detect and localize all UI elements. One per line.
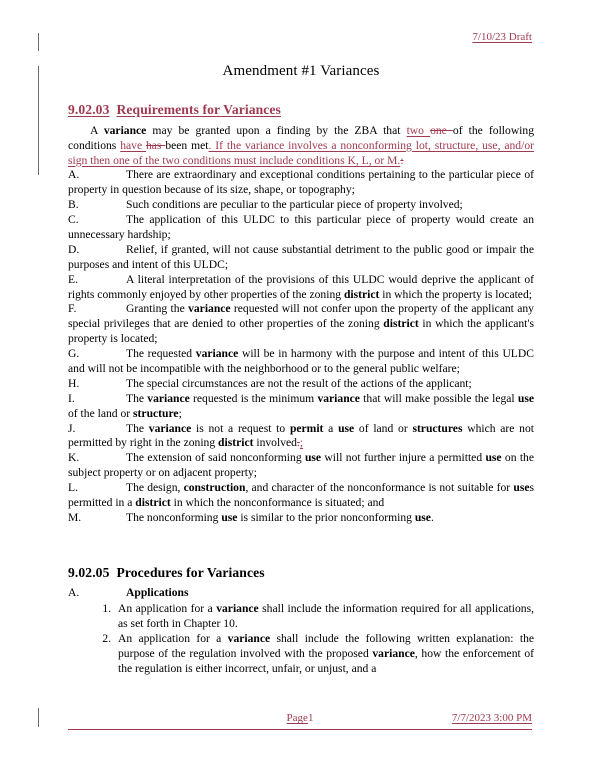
text-run: in which the nonconformance is situated; and — [170, 495, 385, 509]
change-bar-footer — [38, 708, 39, 727]
text-run: of the land or — [68, 406, 134, 420]
subsection-label: Applications — [126, 586, 189, 600]
text-run: is not a request to — [191, 421, 290, 435]
requirement-item — [68, 168, 534, 198]
text-run: Relief, if granted, will not cause substantial detriment to the public good or impair the purposes and intent of this ULDC; — [68, 242, 534, 271]
text-run: , and character of the nonconformance is not suitable for — [245, 481, 514, 495]
draft-date-label: 7/10/23 Draft — [472, 31, 532, 43]
requirement-letter: A. — [68, 168, 80, 182]
text-run: will be in harmony with the purpose and intent of this ULDC and will not be incompatible with the neighborhood or to the general public welfare; — [68, 347, 534, 375]
text-run: that will make possible the legal — [359, 391, 518, 405]
section-heading-text: Procedures for Variances — [116, 564, 265, 580]
requirement-text — [68, 243, 534, 271]
requirement-text — [126, 511, 434, 524]
text-run: of the following conditions — [68, 123, 535, 152]
document-title: Amendment #1 Variances — [222, 63, 380, 79]
defined-term: use — [221, 510, 238, 524]
requirement-item — [68, 213, 534, 243]
section-number: 9.02.03 — [68, 102, 110, 118]
requirement-item — [68, 273, 534, 303]
text-run: which are not permitted by right in the zoning — [68, 421, 534, 450]
requirement-item — [68, 347, 534, 377]
text-run: requested will not confer upon the property of the applicant any special privileges that are denied to other properties of the zoning — [68, 302, 534, 331]
deleted-text: . — [296, 436, 300, 450]
inserted-text: ; — [299, 436, 304, 450]
subsection-applications — [68, 586, 534, 601]
defined-term: structures — [412, 421, 463, 435]
defined-term: variance — [103, 123, 147, 137]
text-run: A literal interpretation of the provisions of this ULDC would deprive the applicant of rights commonly enjoyed by other properties of the zoning — [68, 272, 534, 301]
defined-term: variance — [195, 347, 239, 361]
requirement-letter: B. — [68, 198, 79, 212]
defined-term: structure — [133, 406, 179, 420]
defined-term: district — [135, 495, 171, 509]
requirement-item — [68, 198, 534, 213]
section-heading-text: Requirements for Variances — [116, 102, 281, 118]
section-spacer — [68, 526, 534, 564]
requirement-letter: E. — [68, 272, 78, 286]
text-run: There are extraordinary and exceptional conditions pertaining to the particular piece of property in question because of its size, shape, or topography; — [68, 168, 534, 197]
change-bar-header — [38, 33, 39, 51]
requirement-text — [68, 392, 534, 420]
text-run: shall include the information required for all applications, as set forth in Chapter 10. — [118, 602, 534, 630]
requirement-letter: L. — [68, 481, 78, 495]
text-run: , how the enforcement of the regulation is either incorrect, unfair, or unjust, and a — [118, 646, 534, 675]
requirement-item — [68, 302, 534, 347]
requirement-item — [68, 481, 534, 511]
text-run: An application for a — [118, 631, 228, 645]
defined-term: use — [513, 481, 530, 495]
lettered-list-requirements — [68, 168, 534, 525]
inserted-text: . If the variance involves a nonconforming lot, structure, use, and/or sign then one of the two conditions must include conditions K, L, or M. — [68, 138, 534, 167]
text-run: a — [323, 421, 339, 435]
text-run: ; — [178, 406, 182, 420]
deleted-text: has — [145, 138, 166, 152]
change-bar-body — [38, 66, 39, 175]
defined-term: variance — [147, 391, 190, 405]
requirement-item — [68, 392, 534, 422]
requirement-text — [68, 273, 534, 301]
defined-term: district — [218, 436, 254, 450]
text-run: will not further injure a permitted — [321, 451, 486, 465]
requirement-text — [126, 198, 463, 211]
text-run: been met — [165, 138, 209, 152]
defined-term: construction — [183, 481, 246, 495]
inserted-text: have — [120, 138, 146, 152]
requirement-item — [68, 451, 534, 481]
defined-term: variance — [372, 646, 415, 660]
running-footer — [68, 712, 532, 730]
text-run: The application of this ULDC to this particular piece of property would create an unnecessary hardship; — [68, 213, 534, 241]
requirement-text — [68, 302, 534, 345]
section-number: 9.02.05 — [68, 564, 110, 580]
text-run: requested is the minimum — [189, 391, 318, 405]
text-run: The requested — [126, 347, 196, 361]
inserted-text: two — [406, 123, 431, 137]
defined-term: variance — [148, 421, 192, 435]
requirement-text — [68, 213, 534, 241]
section-heading-9-02-03 — [68, 101, 534, 118]
application-requirement-item — [114, 632, 534, 677]
requirement-text — [68, 168, 534, 196]
text-run: The extension of said nonconforming — [126, 451, 305, 465]
text-run: An application for a — [118, 602, 217, 616]
text-run: in which the property is located; — [379, 287, 532, 301]
requirement-letter: K. — [68, 451, 80, 465]
text-run: on the subject property or on adjacent property; — [68, 451, 534, 480]
requirement-letter: D. — [68, 242, 80, 256]
numbered-list-applications — [68, 602, 534, 676]
defined-term: use — [517, 391, 535, 405]
text-run: Such conditions are peculiar to the particular piece of property involved; — [126, 198, 463, 212]
text-run: The design, — [126, 481, 184, 495]
requirement-text — [126, 377, 472, 390]
defined-term: variance — [317, 391, 360, 405]
defined-term: use — [414, 510, 431, 524]
requirement-letter: I. — [68, 391, 75, 405]
requirement-letter: H. — [68, 376, 80, 390]
text-run: shall include the following written explanation: the purpose of the regulation involved with the proposed — [118, 631, 535, 660]
text-run: in which the applicant's property is located; — [68, 317, 535, 346]
text-run: The nonconforming — [126, 510, 222, 524]
text-run: may be granted upon a finding by the ZBA that — [146, 123, 407, 137]
requirement-text — [68, 422, 534, 450]
requirement-letter: M. — [68, 510, 82, 524]
requirement-item — [68, 422, 534, 452]
deleted-text: : — [400, 153, 404, 167]
defined-term: variance — [227, 631, 271, 645]
requirement-letter: G. — [68, 347, 80, 361]
defined-term: permit — [289, 421, 324, 435]
requirement-item — [68, 377, 534, 392]
requirement-text — [68, 347, 534, 375]
section-heading-9-02-05 — [68, 564, 534, 581]
defined-term: district — [383, 317, 419, 331]
subsection-letter: A. — [68, 586, 80, 600]
defined-term: variance — [216, 602, 259, 616]
requirement-letter: J. — [68, 421, 76, 435]
defined-term: district — [343, 287, 380, 301]
requirement-item — [68, 243, 534, 273]
page-label-text: Page — [286, 712, 308, 724]
application-requirement-item — [114, 602, 534, 632]
text-run: involved — [253, 436, 297, 450]
requirement-text — [68, 481, 534, 509]
defined-term: use — [304, 451, 322, 465]
text-run: of land or — [354, 421, 413, 435]
deleted-text: one — [430, 123, 453, 137]
defined-term: use — [485, 451, 502, 465]
document-body — [68, 62, 534, 677]
requirement-text — [68, 451, 534, 479]
text-run: The — [126, 391, 148, 405]
text-run: is similar to the prior nonconforming — [237, 510, 415, 524]
text-run: A — [90, 123, 104, 137]
defined-term: use — [338, 421, 355, 435]
requirement-letter: F. — [68, 302, 77, 316]
page-number-value: 1 — [307, 712, 314, 724]
defined-term: variance — [188, 302, 231, 316]
text-run: The special circumstances are not the result of the actions of the applicant; — [126, 376, 472, 390]
requirement-letter: C. — [68, 213, 79, 227]
requirement-item — [68, 511, 534, 526]
text-run: The — [126, 421, 149, 435]
section-intro-paragraph — [68, 124, 534, 169]
text-run: . — [430, 510, 434, 524]
text-run: s permitted in a — [68, 481, 534, 509]
running-header — [68, 31, 532, 43]
text-run: Granting the — [126, 302, 189, 316]
footer-timestamp: 7/7/2023 3:00 PM — [451, 712, 532, 724]
